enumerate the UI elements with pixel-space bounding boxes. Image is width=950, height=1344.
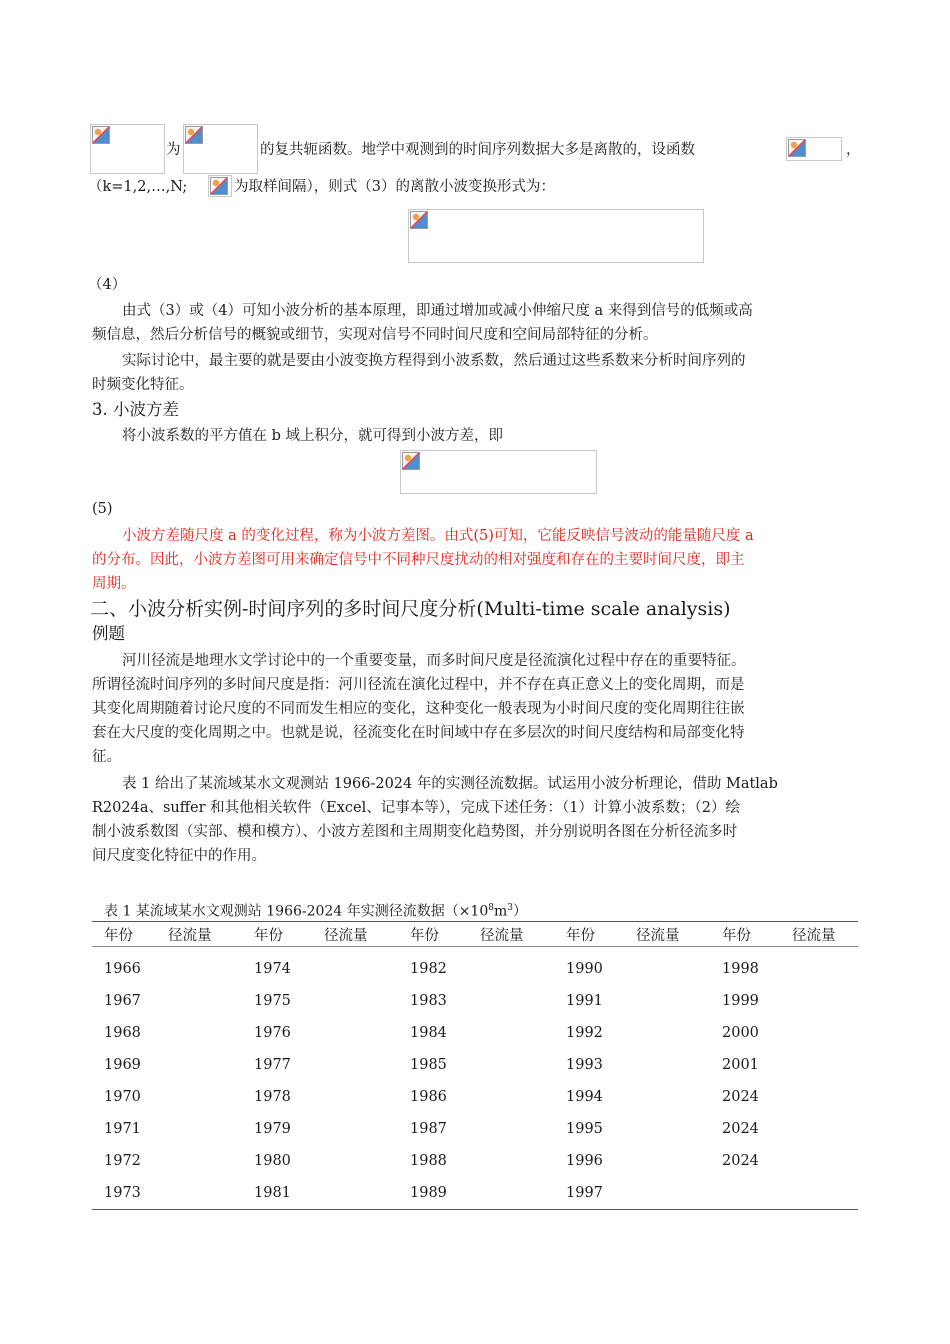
table-cell-runoff — [780, 1177, 858, 1210]
table-cell-year: 1969 — [104, 1057, 141, 1073]
table-cell-runoff — [312, 985, 398, 1017]
paragraph-variance-red-cont: 的分布。因此，小波方差图可用来确定信号中不同种尺度扰动的相对强度和存在的主要时间尺度，即主 — [92, 552, 745, 568]
table-cell-runoff — [156, 1145, 242, 1177]
paragraph-task-2: R2024a、suffer 和其他相关软件（Excel、记事本等），完成下述任务：（1）计算小波系数；（2）绘 — [92, 800, 740, 816]
table-header-year: 年份 — [710, 922, 780, 947]
table-cell-runoff — [780, 985, 858, 1017]
table-cell-year: 2001 — [722, 1057, 759, 1073]
table-header-runoff: 径流量 — [468, 922, 554, 947]
table-cell-runoff — [156, 947, 242, 986]
table-cell-year: 1986 — [410, 1089, 447, 1105]
table-cell-year: 1990 — [566, 961, 603, 977]
table-cell-runoff — [312, 1113, 398, 1145]
table-cell-runoff — [624, 985, 710, 1017]
table-caption-text: 表 1 某流域某水文观测站 1966-2024 年实测径流数据（×10 — [104, 903, 489, 920]
paragraph-principle: 由式（3）或（4）可知小波分析的基本原理，即通过增加或减小伸缩尺度 a 来得到信号的低频或高 — [122, 303, 753, 319]
table-row — [92, 1177, 858, 1210]
table-cell-year: 1968 — [104, 1025, 141, 1041]
paragraph-runoff-3: 其变化周期随着讨论尺度的不同而发生相应的变化，这种变化一般表现为小时间尺度的变化周期往往嵌 — [92, 701, 745, 717]
table-cell-year: 2024 — [722, 1121, 759, 1137]
table-cell-runoff — [780, 1017, 858, 1049]
inline-text: 为 — [166, 142, 181, 158]
table-cell-runoff — [624, 1049, 710, 1081]
table-cell-runoff — [780, 1049, 858, 1081]
table-cell-year: 1971 — [104, 1121, 141, 1137]
table-cell-runoff — [312, 1017, 398, 1049]
table-cell-runoff — [780, 1113, 858, 1145]
broken-image-icon — [92, 126, 110, 144]
equation-5-label: (5) — [92, 501, 113, 517]
table-header-year: 年份 — [554, 922, 624, 947]
table-cell-runoff — [156, 1177, 242, 1210]
table-cell-year: 1980 — [254, 1153, 291, 1169]
table-cell-runoff — [624, 1113, 710, 1145]
table-row — [92, 1081, 858, 1113]
equation-4-image — [408, 209, 704, 263]
table-cell-runoff — [468, 1081, 554, 1113]
formula-image-function — [786, 137, 842, 161]
table-cell-year: 2000 — [722, 1025, 759, 1041]
heading-section-2: 二、小波分析实例-时间序列的多时间尺度分析(Multi-time scale analysis) — [90, 598, 731, 620]
broken-image-icon — [185, 126, 203, 144]
inline-text: 为取样间隔），则式（3）的离散小波变换形式为： — [234, 179, 555, 195]
table-cell-year: 1977 — [254, 1057, 291, 1073]
table-cell-runoff — [156, 1081, 242, 1113]
table-cell-runoff — [624, 1145, 710, 1177]
table-caption-sup: 8 — [488, 903, 494, 913]
table-cell-year: 1978 — [254, 1089, 291, 1105]
inline-text: （k=1,2,…,N; — [88, 179, 188, 195]
inline-text: ， — [846, 142, 861, 158]
paragraph-task-4: 间尺度变化特征中的作用。 — [92, 848, 266, 864]
table-cell-runoff — [312, 1049, 398, 1081]
table-row — [92, 1145, 858, 1177]
inline-text: 的复共轭函数。地学中观测到的时间序列数据大多是离散的，设函数 — [260, 142, 695, 158]
table-cell-runoff — [468, 985, 554, 1017]
table-cell-year: 1999 — [722, 993, 759, 1009]
table-header-row — [92, 922, 858, 947]
table-cell-year: 1967 — [104, 993, 141, 1009]
table-cell-runoff — [468, 1017, 554, 1049]
table-row — [92, 947, 858, 986]
paragraph-task: 表 1 给出了某流域某水文观测站 1966-2024 年的实测径流数据。试运用小波分析理论，借助 Matlab — [122, 776, 778, 792]
table-cell-runoff — [156, 1049, 242, 1081]
paragraph-runoff-2: 所谓径流时间序列的多时间尺度是指：河川径流在演化过程中，并不存在真正意义上的变化周期，而是 — [92, 677, 745, 693]
table-cell-year: 2024 — [722, 1153, 759, 1169]
runoff-data-table — [92, 921, 858, 1210]
table-cell-year: 1982 — [410, 961, 447, 977]
equation-5-image — [400, 450, 597, 494]
table-cell-year: 1992 — [566, 1025, 603, 1041]
table-cell-runoff — [156, 1017, 242, 1049]
table-cell-runoff — [468, 947, 554, 986]
table-header-year: 年份 — [242, 922, 312, 947]
table-cell-year: 1988 — [410, 1153, 447, 1169]
table-cell-runoff — [624, 947, 710, 986]
table-caption-unit: m — [493, 903, 508, 920]
table-cell-year: 1970 — [104, 1089, 141, 1105]
table-cell-runoff — [156, 1113, 242, 1145]
table-cell-year: 1987 — [410, 1121, 447, 1137]
broken-image-icon — [402, 452, 420, 470]
table-row — [92, 1113, 858, 1145]
table-caption — [104, 897, 527, 923]
table-cell-runoff — [624, 1177, 710, 1210]
table-header-year: 年份 — [398, 922, 468, 947]
table-cell-year: 1981 — [254, 1185, 291, 1201]
table-cell-runoff — [624, 1081, 710, 1113]
table-cell-runoff — [312, 947, 398, 986]
paragraph-practice-cont: 时频变化特征。 — [92, 377, 194, 393]
paragraph-variance: 将小波系数的平方值在 b 域上积分，就可得到小波方差，即 — [122, 428, 503, 444]
paragraph-principle-cont: 频信息，然后分析信号的概貌或细节，实现对信号不同时间尺度和空间局部特征的分析。 — [92, 327, 658, 343]
table-cell-year: 1995 — [566, 1121, 603, 1137]
table-cell-year: 1972 — [104, 1153, 141, 1169]
table-cell-year: 1996 — [566, 1153, 603, 1169]
table-cell-year: 1989 — [410, 1185, 447, 1201]
table-cell-runoff — [780, 1081, 858, 1113]
table-header-runoff: 径流量 — [312, 922, 398, 947]
table-row — [92, 985, 858, 1017]
equation-4-label: （4） — [88, 277, 127, 293]
table-header-runoff: 径流量 — [156, 922, 242, 947]
paragraph-variance-red: 小波方差随尺度 a 的变化过程，称为小波方差图。由式(5)可知，它能反映信号波动的能量随尺度 a — [122, 528, 754, 544]
table-cell-year: 1985 — [410, 1057, 447, 1073]
paragraph-task-3: 制小波系数图（实部、模和模方）、小波方差图和主周期变化趋势图，并分别说明各图在分析径流多时 — [92, 824, 738, 840]
table-header-runoff: 径流量 — [624, 922, 710, 947]
table-cell-year: 1979 — [254, 1121, 291, 1137]
paragraph-runoff-5: 征。 — [92, 749, 121, 765]
formula-image-psi-star — [90, 124, 165, 174]
table-cell-runoff — [468, 1177, 554, 1210]
table-cell-year: 1991 — [566, 993, 603, 1009]
broken-image-icon — [788, 139, 806, 157]
table-cell-year: 1997 — [566, 1185, 603, 1201]
table-cell-runoff — [312, 1145, 398, 1177]
table-row — [92, 1017, 858, 1049]
table-cell-runoff — [468, 1049, 554, 1081]
table-cell-year — [710, 1177, 780, 1210]
table-cell-runoff — [312, 1081, 398, 1113]
formula-image-delta-t — [208, 175, 232, 197]
paragraph-practice: 实际讨论中，最主要的就是要由小波变换方程得到小波系数，然后通过这些系数来分析时间序列的 — [122, 353, 746, 369]
paragraph-runoff-4: 套在大尺度的变化周期之中。也就是说，径流变化在时间域中存在多层次的时间尺度结构和局部变化特 — [92, 725, 745, 741]
table-cell-year: 1966 — [104, 961, 141, 977]
section-3-title: 3. 小波方差 — [92, 400, 179, 419]
table-cell-year: 1983 — [410, 993, 447, 1009]
table-cell-year: 1984 — [410, 1025, 447, 1041]
table-cell-runoff — [780, 1145, 858, 1177]
table-cell-year: 1993 — [566, 1057, 603, 1073]
table-cell-runoff — [468, 1145, 554, 1177]
table-cell-year: 1998 — [722, 961, 759, 977]
table-cell-year: 1973 — [104, 1185, 141, 1201]
table-caption-close: ） — [513, 903, 527, 920]
table-cell-runoff — [780, 947, 858, 986]
table-cell-year: 1976 — [254, 1025, 291, 1041]
table-cell-year: 2024 — [722, 1089, 759, 1105]
table-cell-year: 1974 — [254, 961, 291, 977]
table-cell-year: 1994 — [566, 1089, 603, 1105]
broken-image-icon — [210, 177, 228, 195]
paragraph-runoff: 河川径流是地理水文学讨论中的一个重要变量，而多时间尺度是径流演化过程中存在的重要特征。 — [122, 653, 746, 669]
paragraph-variance-red-end: 周期。 — [92, 576, 136, 592]
table-cell-runoff — [156, 985, 242, 1017]
table-cell-runoff — [624, 1017, 710, 1049]
table-header-year: 年份 — [92, 922, 156, 947]
formula-image-psi — [183, 124, 258, 174]
table-cell-runoff — [312, 1177, 398, 1210]
table-header-runoff: 径流量 — [780, 922, 858, 947]
heading-example: 例题 — [92, 624, 125, 643]
broken-image-icon — [410, 211, 428, 229]
table-row — [92, 1049, 858, 1081]
table-caption-sup: 3 — [507, 903, 513, 913]
table-cell-runoff — [468, 1113, 554, 1145]
table-cell-year: 1975 — [254, 993, 291, 1009]
